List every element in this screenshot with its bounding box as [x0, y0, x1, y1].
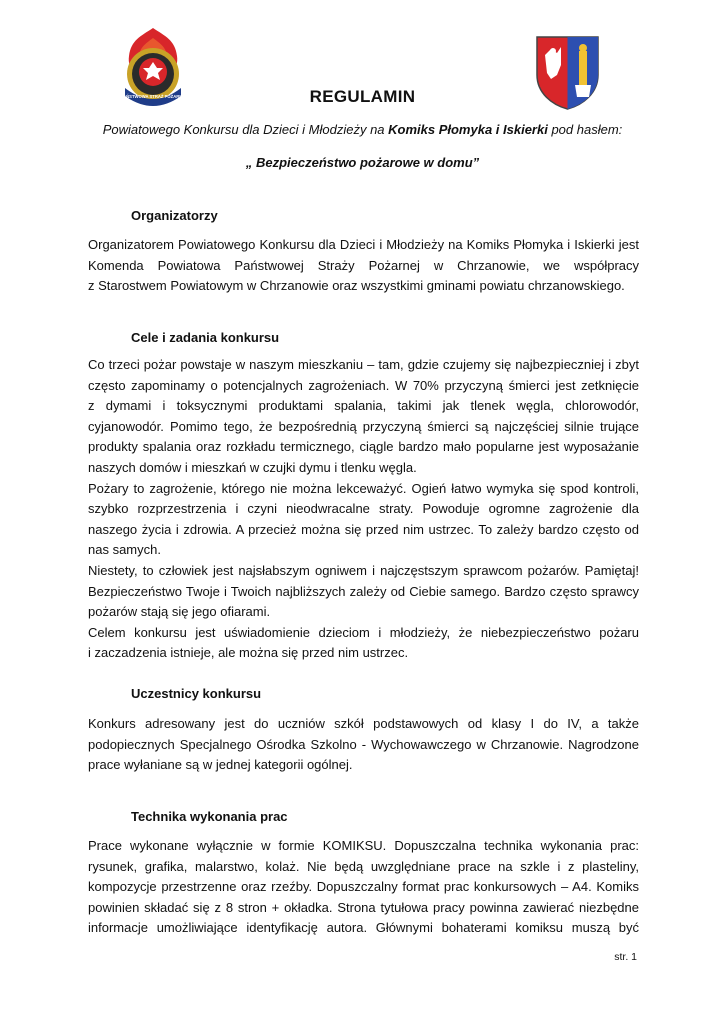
paragraph-organizers [88, 235, 639, 297]
paragraph-goals [88, 355, 639, 664]
text-line: cyjanowodór. Pomimo tego, że bezpośrednią przyczyną śmierci są najczęściej silnie trujące [88, 418, 639, 434]
text-line: nas samych. [88, 542, 161, 558]
text-line: i zaczadzenia istnieje, ale można się przed nim ustrzec. [88, 645, 409, 661]
text-line: z Starostwem Powiatowym w Chrzanowie oraz wszystkimi gminami powiatu chrzanowskiego. [88, 278, 625, 294]
page-title: REGULAMIN [309, 87, 416, 106]
text-line: pożarów stają się jego ofiarami. [88, 604, 271, 620]
text-line: Bezpieczeństwo Twoje i Twoich najbliższych zależy od Ciebie samego. Bardzo często sprawcy [88, 583, 639, 599]
heading-participants: Uczestnicy konkursu [131, 686, 262, 701]
text-line: Prace wykonane wyłącznie w formie KOMIKSU. Dopuszczalna technika wykonania prac: [88, 838, 639, 853]
subtitle [0, 122, 725, 137]
text-line: naszego życia i zdrowia. A przecież można się przed nim ustrzec. To zależy bardzo często od [88, 521, 639, 537]
text-line: często zapominamy o potencjalnych zagrożeniach. W 70% przyczyną śmierci jest zetknięcie [88, 377, 639, 393]
text-line: szybko rozprzestrzenia i czyni nieodwracalne straty. Powoduje ogromne zagrożenie dla [88, 501, 639, 517]
text-line: prace wyłaniane są w jednej kategorii ogólnej. [88, 757, 353, 773]
subtitle-contest-name: Komiks Płomyka i Iskierki [388, 122, 548, 137]
emblem-label: PAŃSTWOWA STRAŻ POŻARNA [120, 94, 186, 99]
text-line: Konkurs adresowany jest do uczniów szkół podstawowych od klasy I do IV, a także [88, 716, 639, 731]
text-line: Niestety, to człowiek jest najsłabszym ogniwem i najczęstszym sprawcom pożarów. Pamiętaj! [88, 562, 639, 578]
slogan: „ Bezpieczeństwo pożarowe w domu” [245, 155, 480, 170]
subtitle-pre: Powiatowego Konkursu dla Dzieci i Młodzieży na [102, 122, 389, 137]
text-line: Organizatorem Powiatowego Konkursu dla Dzieci i Młodzieży na Komiks Płomyka i Iskierki jest [88, 237, 639, 252]
text-line: kompozycje przestrzenne oraz rzeźby. Dopuszczalny format prac konkursowych – A4. Komiks [88, 879, 639, 895]
text-line: informacje umożliwiające identyfikację autora. Głównymi bohaterami komiksu muszą być [88, 920, 639, 936]
page-number: str. 1 [614, 951, 637, 963]
text-line: Co trzeci pożar powstaje w naszym mieszkaniu – tam, gdzie czujemy się najbezpieczniej i zbyt [88, 357, 639, 372]
text-line: podopiecznych Specjalnego Ośrodka Szkolno - Wychowawczego w Chrzanowie. Nagrodzone [88, 736, 639, 752]
text-line: Komenda Powiatowa Państwowej Straży Pożarnej w Chrzanowie, we współpracy [88, 257, 639, 273]
text-line: Pożary to zagrożenie, którego nie można lekceważyć. Ogień łatwo wymyka się spod kontroli, [88, 480, 639, 496]
paragraph-participants [88, 714, 639, 776]
subtitle-post: pod hasłem: [547, 122, 623, 137]
paragraph-technique [88, 836, 639, 939]
text-line: rysunek, grafika, malarstwo, kolaż. Nie będą uwzględniane prace na szkle i z plasteliny, [88, 858, 639, 874]
text-line: z dymami i toksycznymi produktami spalania, takimi jak tlenek węgla, chlorowodór, [88, 398, 639, 414]
text-line: powinien składać się z 8 stron + okładka. Strona tytułowa pracy powinna zawierać niezbędne [88, 899, 639, 915]
heading-goals: Cele i zadania konkursu [131, 330, 280, 345]
text-line: naszych domów i mieszkań w czujki dymu i tlenku węgla. [88, 459, 417, 475]
heading-organizers: Organizatorzy [131, 208, 218, 223]
text-line: produkty spalania oraz rozkładu termicznego, ciągle bardzo mało popularne jest wyposażanie [88, 439, 639, 455]
text-line: Celem konkursu jest uświadomienie dzieciom i młodzieży, że niebezpieczeństwo pożaru [88, 624, 639, 640]
heading-technique: Technika wykonania prac [131, 809, 288, 824]
